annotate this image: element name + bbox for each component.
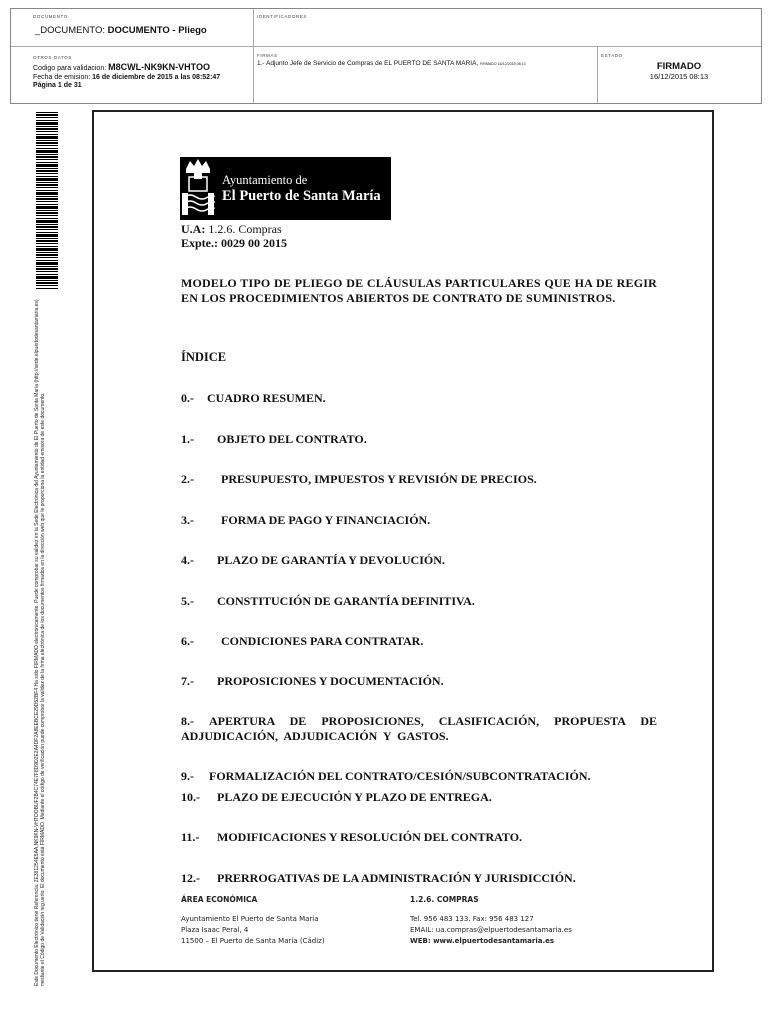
footer-left bbox=[181, 894, 401, 947]
toc-number: 9.- bbox=[181, 769, 194, 783]
toc-text: MODIFICACIONES Y RESOLUCIÓN DEL CONTRATO. bbox=[217, 830, 523, 844]
side-verification-text: Este Documento Electrónico tiene Referencia: 2E381254E5AA,NK9KN-VHTOOBUF2B4C74E7F8D9D2E2A4DF2A8EEBCE29D52BF4 Ha sido FIRMADO electrónicamente. Puede comprobar su validez en la Sede Electrónica del Ayuntamiento de El Puerto de Santa María (http://sede.elpuertodesantamaria.es) mediante el Código de Validación reg.uerlo: El documento está FIRMADO. Mediante el código de verificación puede comprobar la validez de la firma electrónica de los documentos firmados en la dirección web que le proporciona la entidad emisora de este documento. bbox=[34, 299, 46, 986]
header-divider bbox=[11, 46, 761, 47]
toc-item bbox=[181, 594, 475, 609]
toc-text: OBJETO DEL CONTRATO. bbox=[217, 432, 367, 446]
unidad-administrativa bbox=[181, 222, 287, 250]
toc-number: 4.- bbox=[181, 553, 194, 567]
codigo-value: M8CWL-NK9KN-VHTOO bbox=[108, 62, 210, 72]
toc-item bbox=[181, 513, 430, 528]
toc-text: PRERROGATIVAS DE LA ADMINISTRACIÓN Y JURISDICCIÓN. bbox=[217, 871, 576, 885]
footer-area-heading: ÁREA ECONÓMICA bbox=[181, 895, 258, 904]
toc-text: CONSTITUCIÓN DE GARANTÍA DEFINITIVA. bbox=[217, 594, 475, 608]
toc-number: 8.- bbox=[181, 714, 194, 728]
pagina-info: Página 1 de 31 bbox=[33, 82, 82, 89]
ua-value: 1.2.6. Compras bbox=[205, 222, 282, 236]
toc-item bbox=[181, 634, 423, 649]
footer-unit-heading: 1.2.6. COMPRAS bbox=[410, 895, 479, 904]
expediente: Expte.: 0029 00 2015 bbox=[181, 236, 287, 250]
toc-item bbox=[181, 674, 444, 689]
toc-number: 1.- bbox=[181, 432, 194, 446]
logo-line2: El Puerto de Santa María bbox=[222, 188, 381, 204]
fecha-emision bbox=[33, 74, 251, 83]
documento-title bbox=[35, 25, 207, 36]
documento-prefix: _DOCUMENTO: bbox=[35, 25, 108, 36]
toc-text: FORMA DE PAGO Y FINANCIACIÓN. bbox=[221, 513, 431, 527]
toc-item bbox=[181, 553, 445, 568]
footer-address-line: Ayuntamiento El Puerto de Santa María bbox=[181, 915, 319, 923]
barcode bbox=[36, 112, 58, 290]
toc-item bbox=[181, 391, 326, 406]
toc-item bbox=[181, 714, 657, 744]
otros-datos-content bbox=[33, 63, 251, 91]
toc-number: 5.- bbox=[181, 594, 194, 608]
fecha-label: Fecha de emision: bbox=[33, 73, 93, 81]
toc-number: 2.- bbox=[181, 472, 194, 486]
estado-content bbox=[599, 61, 759, 81]
fecha-value: 16 de diciembre de 2015 a las 08:52:47 bbox=[92, 73, 221, 81]
codigo-label: Codigo para validacion: bbox=[33, 65, 109, 72]
toc-text: FORMALIZACIÓN DEL CONTRATO/CESIÓN/SUBCONTRATACIÓN. bbox=[209, 769, 591, 783]
toc-number: 11.- bbox=[181, 830, 200, 844]
otros-datos-label: OTROS DATOS bbox=[33, 55, 72, 60]
firmas-label: FIRMAS bbox=[257, 53, 278, 58]
codigo-validacion bbox=[33, 63, 251, 74]
toc-text: PRESUPUESTO, IMPUESTOS Y REVISIÓN DE PRECIOS. bbox=[221, 472, 537, 486]
toc-number: 6.- bbox=[181, 634, 194, 648]
ayuntamiento-logo bbox=[180, 157, 391, 220]
toc-number: 7.- bbox=[181, 674, 194, 688]
document-title: MODELO TIPO DE PLIEGO DE CLÁUSULAS PARTICULARES QUE HA DE REGIR EN LOS PROCEDIMIENTOS ABIERTOS DE CONTRATO DE SUMINISTROS. bbox=[181, 276, 657, 305]
toc-text: CUADRO RESUMEN. bbox=[207, 391, 326, 405]
estado-date: 16/12/2015 08:13 bbox=[649, 72, 709, 81]
toc-text: CONDICIONES PARA CONTRATAR. bbox=[221, 634, 424, 648]
toc-item bbox=[181, 871, 576, 886]
document-header-table bbox=[10, 8, 762, 104]
footer-email: EMAIL: ua.compras@elpuertodesantamaria.es bbox=[410, 926, 572, 934]
firma-text: 1.- Adjunto Jefe de Servicio de Compras de EL PUERTO DE SANTA MARIA, bbox=[257, 60, 479, 67]
toc-item bbox=[181, 472, 537, 487]
ua-label: U.A: bbox=[181, 222, 206, 236]
toc-item bbox=[181, 769, 591, 784]
toc-text: PROPOSICIONES Y DOCUMENTACIÓN. bbox=[217, 674, 444, 688]
estado-label: ESTADO bbox=[601, 53, 623, 58]
toc-text: PLAZO DE GARANTÍA Y DEVOLUCIÓN. bbox=[217, 553, 445, 567]
footer-right bbox=[410, 894, 670, 947]
firma-entry bbox=[257, 60, 595, 67]
footer-address-line: 11500 – El Puerto de Santa María (Cádiz) bbox=[181, 937, 325, 945]
toc-number: 10.- bbox=[181, 790, 200, 804]
toc-text: APERTURA DE PROPOSICIONES, CLASIFICACIÓN, PROPUESTA DE ADJUDICACIÓN, ADJUDICACIÓN Y GASTOS. bbox=[181, 714, 657, 743]
header-divider bbox=[253, 9, 254, 103]
toc-item bbox=[181, 432, 367, 447]
firma-stamp: FIRMADO 16/12/2015 08:13 bbox=[480, 62, 526, 66]
toc-number: 3.- bbox=[181, 513, 194, 527]
documento-value: DOCUMENTO - Pliego bbox=[107, 25, 207, 36]
identificadores-label: IDENTIFICADORES bbox=[257, 14, 308, 19]
estado-value: FIRMADO bbox=[656, 61, 702, 72]
footer-phone: Tel. 956 483 133. Fax: 956 483 127 bbox=[410, 915, 534, 923]
toc-text: PLAZO DE EJECUCIÓN Y PLAZO DE ENTREGA. bbox=[217, 790, 492, 804]
logo-line1: Ayuntamiento de bbox=[222, 173, 308, 187]
documento-label: DOCUMENTO bbox=[33, 14, 68, 19]
footer-web: WEB: www.elpuertodesantamaria.es bbox=[410, 937, 555, 945]
toc-item bbox=[181, 790, 492, 805]
footer-address-line: Plaza Isaac Peral, 4 bbox=[181, 926, 249, 934]
indice-heading: ÍNDICE bbox=[181, 350, 227, 364]
toc-item bbox=[181, 830, 522, 845]
toc-number: 0.- bbox=[181, 391, 194, 405]
header-divider bbox=[597, 46, 598, 103]
toc-number: 12.- bbox=[181, 871, 200, 885]
